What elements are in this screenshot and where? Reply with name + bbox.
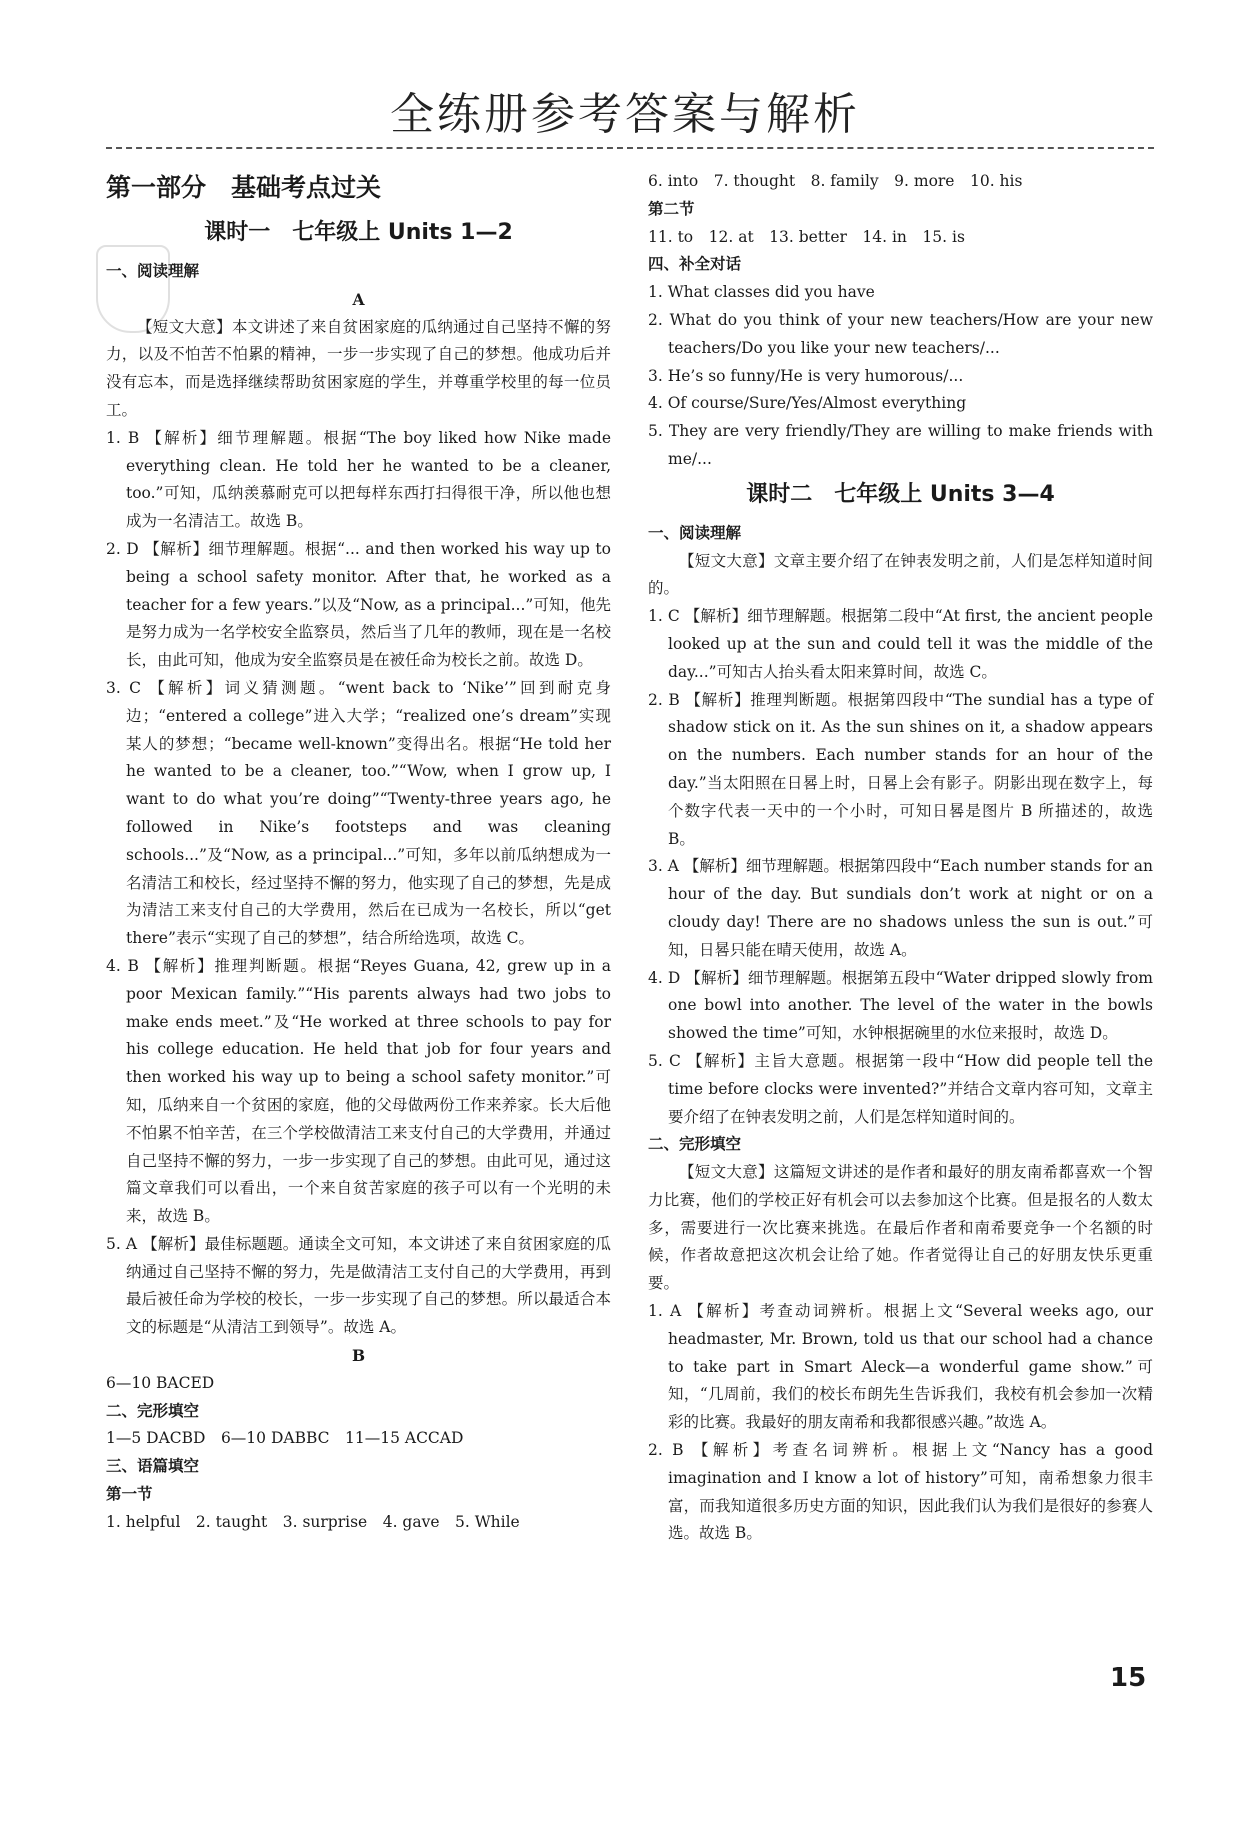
answer-item: 2. B 【解析】推理判断题。根据第四段中“The sundial has a type of shadow stick on it. As the sun shines on it, a shadow appears on the numbers. Each number stands for an hour of the day.”当太阳照在日晷上时，日晷上会有影子。阴影出现在数字上，每个数字代表一天中的一个小时，可知日晷是图片 B 所描述的，故选 B。	[648, 690, 1153, 848]
section-heading-dialog: 四、补全对话	[648, 255, 742, 274]
part-title: 第一部分 基础考点过关	[106, 173, 382, 202]
page-number: 15	[1110, 1663, 1147, 1693]
lesson-title-2: 课时二 七年级上 Units 3—4	[746, 481, 1055, 507]
dialog-answer: 2. What do you think of your new teachers/How are your new teachers/Do you like your new teachers/...	[648, 310, 1153, 357]
section-heading-grammar: 三、语篇填空	[106, 1457, 200, 1476]
answer-item: 1. C 【解析】细节理解题。根据第二段中“At first, the ancient people looked up at the sun and could tell it was the middle of the day...”可知古人抬头看太阳来算时间，故选 C。	[648, 607, 1153, 681]
answer-line-fill: 1. helpful 2. taught 3. surprise 4. gave 5. While	[106, 1512, 520, 1531]
dialog-answer: 1. What classes did you have	[648, 283, 875, 302]
section-heading-reading: 一、阅读理解	[648, 523, 742, 542]
answer-item: 1. A 【解析】考查动词辨析。根据上文“Several weeks ago, our headmaster, Mr. Brown, told us that our school had a chance to take part in Smart Aleck—a wonderful game show.”可知，“几周前，我们的校长布朗先生告诉我们，我校有机会参加一次精彩的比赛。我最好的朋友南希和我都很感兴趣。”故选 A。	[648, 1302, 1153, 1432]
section-heading-cloze: 二、完形填空	[106, 1401, 200, 1420]
summary: 【短文大意】文章主要介绍了在钟表发明之前，人们是怎样知道时间的。	[648, 551, 1153, 598]
answer-item: 5. A 【解析】最佳标题题。通读全文可知，本文讲述了来自贫困家庭的瓜纳通过自己坚持不懈的努力，先是做清洁工支付自己的大学费用，再到最后被任命为学校的校长，一步一步实现了自己的梦想。所以最适合本文的标题是“从清洁工到领导”。故选 A。	[106, 1234, 611, 1337]
answer-item: 1. B 【解析】细节理解题。根据“The boy liked how Nike made everything clean. He told her he wanted to be a cleaner, too.”可知，瓜纳羡慕耐克可以把每样东西打扫得很干净，所以他也想成为一名清洁工。故选 B。	[106, 428, 611, 531]
summary-a: 【短文大意】本文讲述了来自贫困家庭的瓜纳通过自己坚持不懈的努力，以及不怕苦不怕累的精神，一步一步实现了自己的梦想。他成功后并没有忘本，而是选择继续帮助贫困家庭的学生，并尊重学校里的每一位员工。	[106, 317, 611, 419]
section-heading-reading: 一、阅读理解	[106, 262, 200, 280]
answer-item: 4. D 【解析】细节理解题。根据第五段中“Water dripped slowly from one bowl into another. The level of the water in the bowls showed the time”可知，水钟根据碗里的水位来报时，故选 D。	[648, 968, 1153, 1043]
answer-line-cloze: 1—5 DACBD 6—10 DABBC 11—15 ACCAD	[106, 1429, 464, 1448]
left-column	[106, 168, 611, 1537]
answer-item: 3. C 【解析】词义猜测题。“went back to ‘Nike’”回到耐克身边；“entered a college”进入大学；“realized one’s dream”实现某人的梦想；“became well-known”变得出名。根据“He told her he wanted to be a cleaner, too.”“Wow, when I grow up, I want to do what you’re doing”“Twenty-three years ago, he followed in Nike’s footsteps and was cleaning schools...”及“Now, as a principal...”可知，多年以前瓜纳想成为一名清洁工和校长，经过坚持不懈的努力，他实现了自己的梦想，先是成为清洁工来支付自己的大学费用，然后在已成为一名校长，所以“get there”表示“实现了自己的梦想”，结合所给选项，故选 C。	[106, 678, 611, 948]
dialog-answer: 3. He’s so funny/He is very humorous/...	[648, 366, 964, 385]
subsection-heading-2: 第二节	[648, 199, 695, 218]
summary-cloze: 【短文大意】这篇短文讲述的是作者和最好的朋友南希都喜欢一个智力比赛，他们的学校正好有机会可以去参加这个比赛。但是报名的人数太多，需要进行一次比赛来挑选。在最后作者和南希要竞争一个名额的时候，作者故意把这次机会让给了她。作者觉得让自己的好朋友快乐更重要。	[648, 1163, 1153, 1293]
answer-item: 5. C 【解析】主旨大意题。根据第一段中“How did people tell the time before clocks were invented?”并结合文章内容可知，文章主要介绍了在钟表发明之前，人们是怎样知道时间的。	[648, 1051, 1153, 1126]
dialog-answer: 5. They are very friendly/They are willing to make friends with me/...	[648, 422, 1153, 468]
dashed-divider	[106, 147, 1154, 149]
passage-label-a: A	[352, 289, 365, 309]
answer-line-fill: 11. to 12. at 13. better 14. in 15. is	[648, 227, 965, 246]
dialog-answer: 4. Of course/Sure/Yes/Almost everything	[648, 394, 967, 413]
answer-item: 3. A 【解析】细节理解题。根据第四段中“Each number stands for an hour of the day. But sundials don’t work at night or on a cloudy day! There are no shadows unless the sun is out.”可知，日晷只能在晴天使用，故选 A。	[648, 857, 1153, 959]
passage-label-b: B	[351, 1346, 366, 1366]
subsection-heading-1: 第一节	[106, 1485, 153, 1504]
answer-line-fill: 6. into 7. thought 8. family 9. more 10. his	[648, 172, 1023, 190]
answer-line-b: 6—10 BACED	[106, 1373, 215, 1392]
lesson-title-1: 课时一 七年级上 Units 1—2	[204, 220, 513, 245]
answer-item: 4. B 【解析】推理判断题。根据“Reyes Guana, 42, grew up in a poor Mexican family.”“His parents always had two jobs to make ends meet.”及“He worked at three schools to pay for his college education. He held that job for four years and then worked his way up to being a school safety monitor.”可知，瓜纳来自一个贫困的家庭，他的父母做两份工作来养家。长大后他不怕累不怕辛苦，在三个学校做清洁工来支付自己的大学费用，并通过自己坚持不懈的努力，一步一步实现了自己的梦想。由此可见，通过这篇文章我们可以看出，一个来自贫苦家庭的孩子可以有一个光明的未来，故选 B。	[106, 956, 611, 1226]
right-column	[648, 168, 1153, 1548]
page-title: 全练册参考答案与解析	[390, 89, 860, 140]
answer-item: 2. B 【解析】考查名词辨析。根据上文“Nancy has a good imagination and I know a lot of history”可知，南希想象力很丰富，而我知道很多历史方面的知识，因此我们认为我们是很好的参赛人选。故选 B。	[648, 1441, 1153, 1543]
answer-item: 2. D 【解析】细节理解题。根据“... and then worked his way up to being a school safety monitor. After that, he worked as a teacher for a few years.”以及“Now, as a principal...”可知，他先是努力成为一名学校安全监察员，然后当了几年的教师，现在是一名校长，由此可知，他成为安全监察员是在被任命为校长之前。故选 D。	[106, 539, 611, 670]
section-heading-cloze: 二、完形填空	[648, 1135, 742, 1154]
